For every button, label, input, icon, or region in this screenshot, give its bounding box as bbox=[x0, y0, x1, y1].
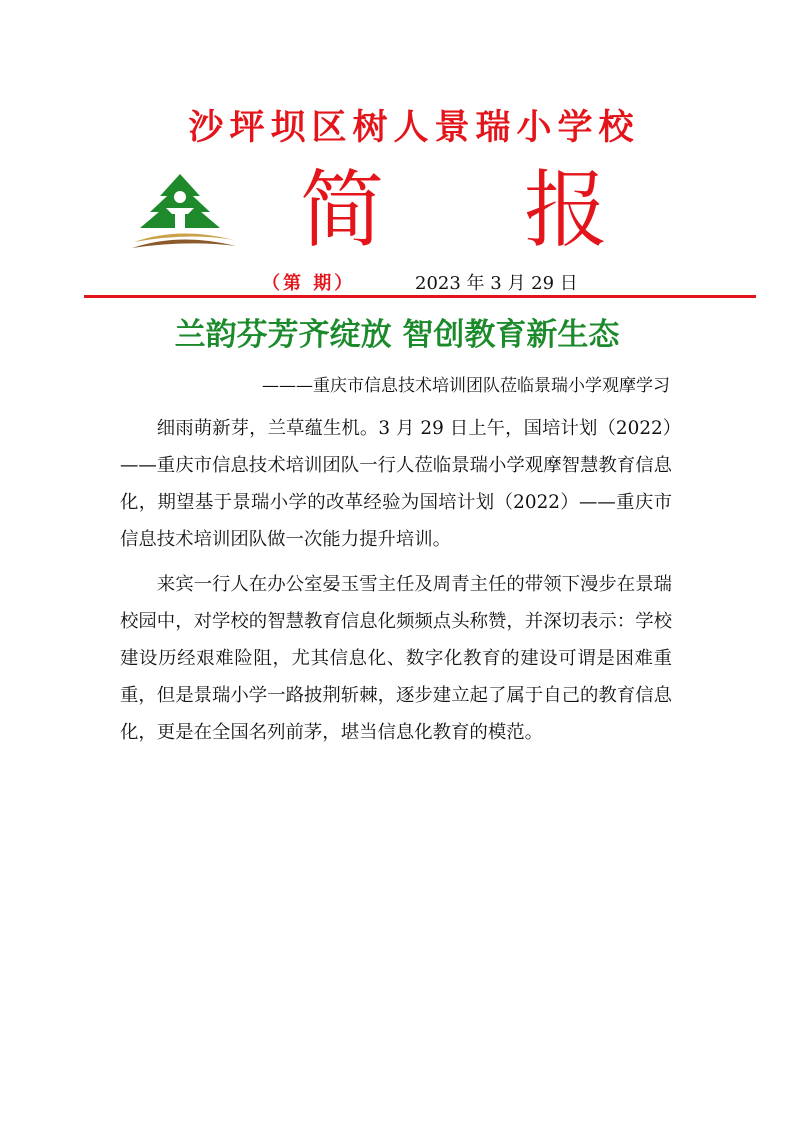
issue-date: 2023 年 3 月 29 日 bbox=[415, 273, 578, 294]
article-body bbox=[120, 410, 672, 759]
article-subtitle: ———重庆市信息技术培训团队莅临景瑞小学观摩学习 bbox=[262, 376, 670, 396]
header-divider bbox=[84, 295, 756, 298]
issue-line bbox=[262, 270, 578, 298]
bulletin-title: 简报 bbox=[300, 161, 749, 259]
article-headline: 兰韵芬芳齐绽放 智创教育新生态 bbox=[174, 317, 620, 353]
school-name: 沙坪坝区树人景瑞小学校 bbox=[188, 107, 640, 148]
article-paragraph: 来宾一行人在办公室晏玉雪主任及周青主任的带领下漫步在景瑞校园中，对学校的智慧教育信息化频频点头称赞，并深切表示：学校建设历经艰难险阻，尤其信息化、数字化教育的建设可谓是困难重重，但是景瑞小学一路披荆斩棘，逐步建立起了属于自己的教育信息化，更是在全国名列前茅，堪当信息化教育的模范。 bbox=[120, 574, 672, 743]
article-paragraph: 细雨萌新芽，兰草蕴生机。3 月 29 日上午，国培计划（2022）——重庆市信息技术培训团队一行人莅临景瑞小学观摩智慧教育信息化，期望基于景瑞小学的改革经验为国培计划（2022）——重庆市信息技术培训团队做一次能力提升培训。 bbox=[120, 418, 672, 550]
issue-label: （第 期） bbox=[262, 273, 356, 294]
tree-person-logo-icon bbox=[130, 170, 240, 254]
